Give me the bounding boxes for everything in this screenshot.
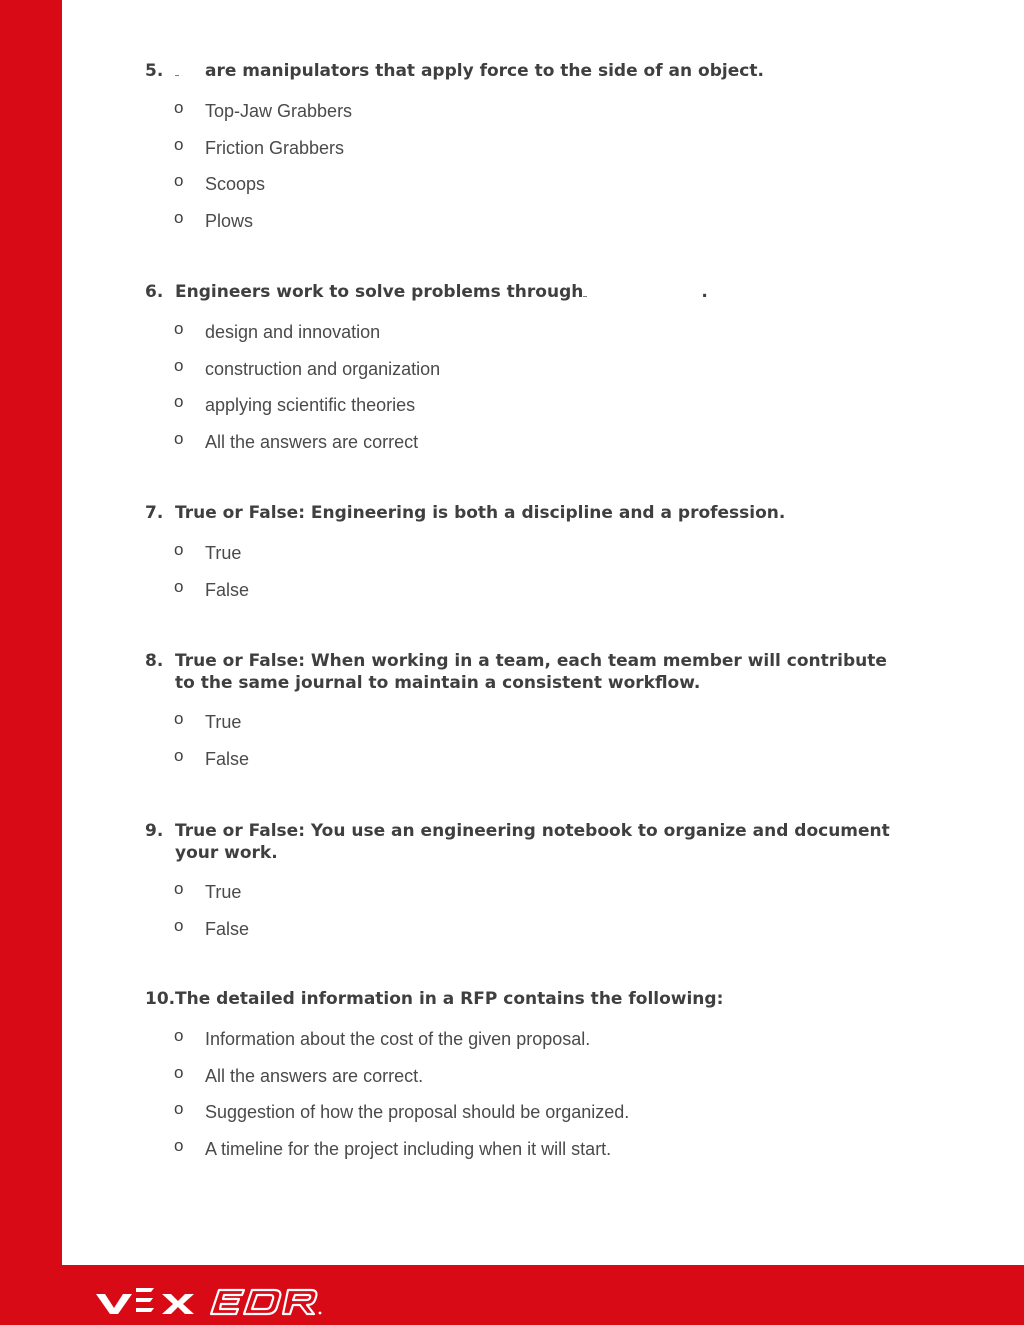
answer-option-true[interactable]: o True — [174, 709, 242, 732]
answer-options — [145, 1025, 905, 1171]
answer-options — [145, 708, 905, 781]
answer-option[interactable]: o Plows — [174, 207, 254, 231]
left-accent-bar — [0, 0, 62, 1325]
answer-option-false[interactable]: o False — [174, 576, 250, 600]
question-7 — [145, 502, 905, 612]
answer-options — [145, 97, 905, 243]
question-8 — [145, 650, 905, 781]
bullet-icon: o — [174, 1099, 184, 1119]
answer-option[interactable]: o Top-Jaw Grabbers — [174, 98, 353, 121]
answer-option-false[interactable]: o False — [174, 915, 250, 939]
bullet-icon: o — [174, 207, 184, 227]
question-10 — [145, 988, 905, 1171]
question-number: 9. — [145, 821, 164, 841]
bullet-icon: o — [174, 709, 184, 728]
question-prompt: 6. Engineers work to solve problems through . — [145, 282, 708, 302]
bullet-icon: o — [174, 1135, 184, 1155]
question-prompt: 9. True or False: You use an engineering notebook to organize and document your work. — [145, 821, 890, 863]
answer-option[interactable]: o applying scientific theories — [174, 392, 416, 416]
answer-option-true[interactable]: o True — [174, 879, 242, 902]
question-prompt: 5. are manipulators that apply force to the side of an object. — [145, 61, 764, 81]
bullet-icon: o — [174, 879, 184, 898]
question-9 — [145, 820, 905, 951]
bullet-icon: o — [174, 171, 184, 191]
question-prompt: 7. True or False: Engineering is both a discipline and a profession. — [145, 503, 786, 523]
question-number: 10. — [145, 989, 176, 1009]
answer-option[interactable]: o Suggestion of how the proposal should be organized. — [174, 1099, 630, 1123]
question-number: 8. — [145, 651, 164, 671]
question-prompt: 10. The detailed information in a RFP contains the following: — [145, 989, 724, 1009]
bullet-icon: o — [174, 319, 184, 338]
vex-edr-logo-icon — [94, 1283, 326, 1317]
answer-option[interactable]: o All the answers are correct — [174, 428, 419, 452]
bullet-icon: o — [174, 355, 184, 375]
answer-option[interactable]: o All the answers are correct. — [174, 1062, 424, 1086]
answer-options — [145, 318, 905, 464]
bullet-icon: o — [174, 428, 184, 448]
bullet-icon: o — [174, 915, 184, 935]
bullet-icon: o — [174, 1062, 184, 1082]
bullet-icon: o — [174, 98, 184, 117]
answer-option[interactable]: o A timeline for the project including when it will start. — [174, 1135, 612, 1159]
answer-options — [145, 878, 905, 951]
answer-blank[interactable] — [583, 282, 587, 297]
bullet-icon: o — [174, 1026, 184, 1045]
answer-option[interactable]: o design and innovation — [174, 319, 381, 342]
question-prompt: 8. True or False: When working in a team, each team member will contribute to the same journal to maintain a consistent workflow. — [145, 651, 887, 693]
bullet-icon: o — [174, 540, 184, 559]
answer-option[interactable]: o construction and organization — [174, 355, 441, 379]
question-6 — [145, 281, 905, 464]
bullet-icon: o — [174, 576, 184, 596]
question-5 — [145, 60, 905, 243]
answer-blank[interactable] — [175, 61, 179, 76]
question-number: 7. — [145, 503, 164, 523]
answer-option-true[interactable]: o True — [174, 540, 242, 563]
question-number: 6. — [145, 282, 164, 302]
question-number: 5. — [145, 61, 164, 81]
answer-option[interactable]: o Friction Grabbers — [174, 134, 345, 158]
answer-options — [145, 539, 905, 612]
bullet-icon: o — [174, 392, 184, 412]
bullet-icon: o — [174, 745, 184, 765]
answer-option[interactable]: o Information about the cost of the given proposal. — [174, 1026, 591, 1049]
page-corner — [62, 1225, 102, 1265]
answer-option-false[interactable]: o False — [174, 745, 250, 769]
answer-option[interactable]: o Scoops — [174, 171, 266, 195]
bullet-icon: o — [174, 134, 184, 154]
